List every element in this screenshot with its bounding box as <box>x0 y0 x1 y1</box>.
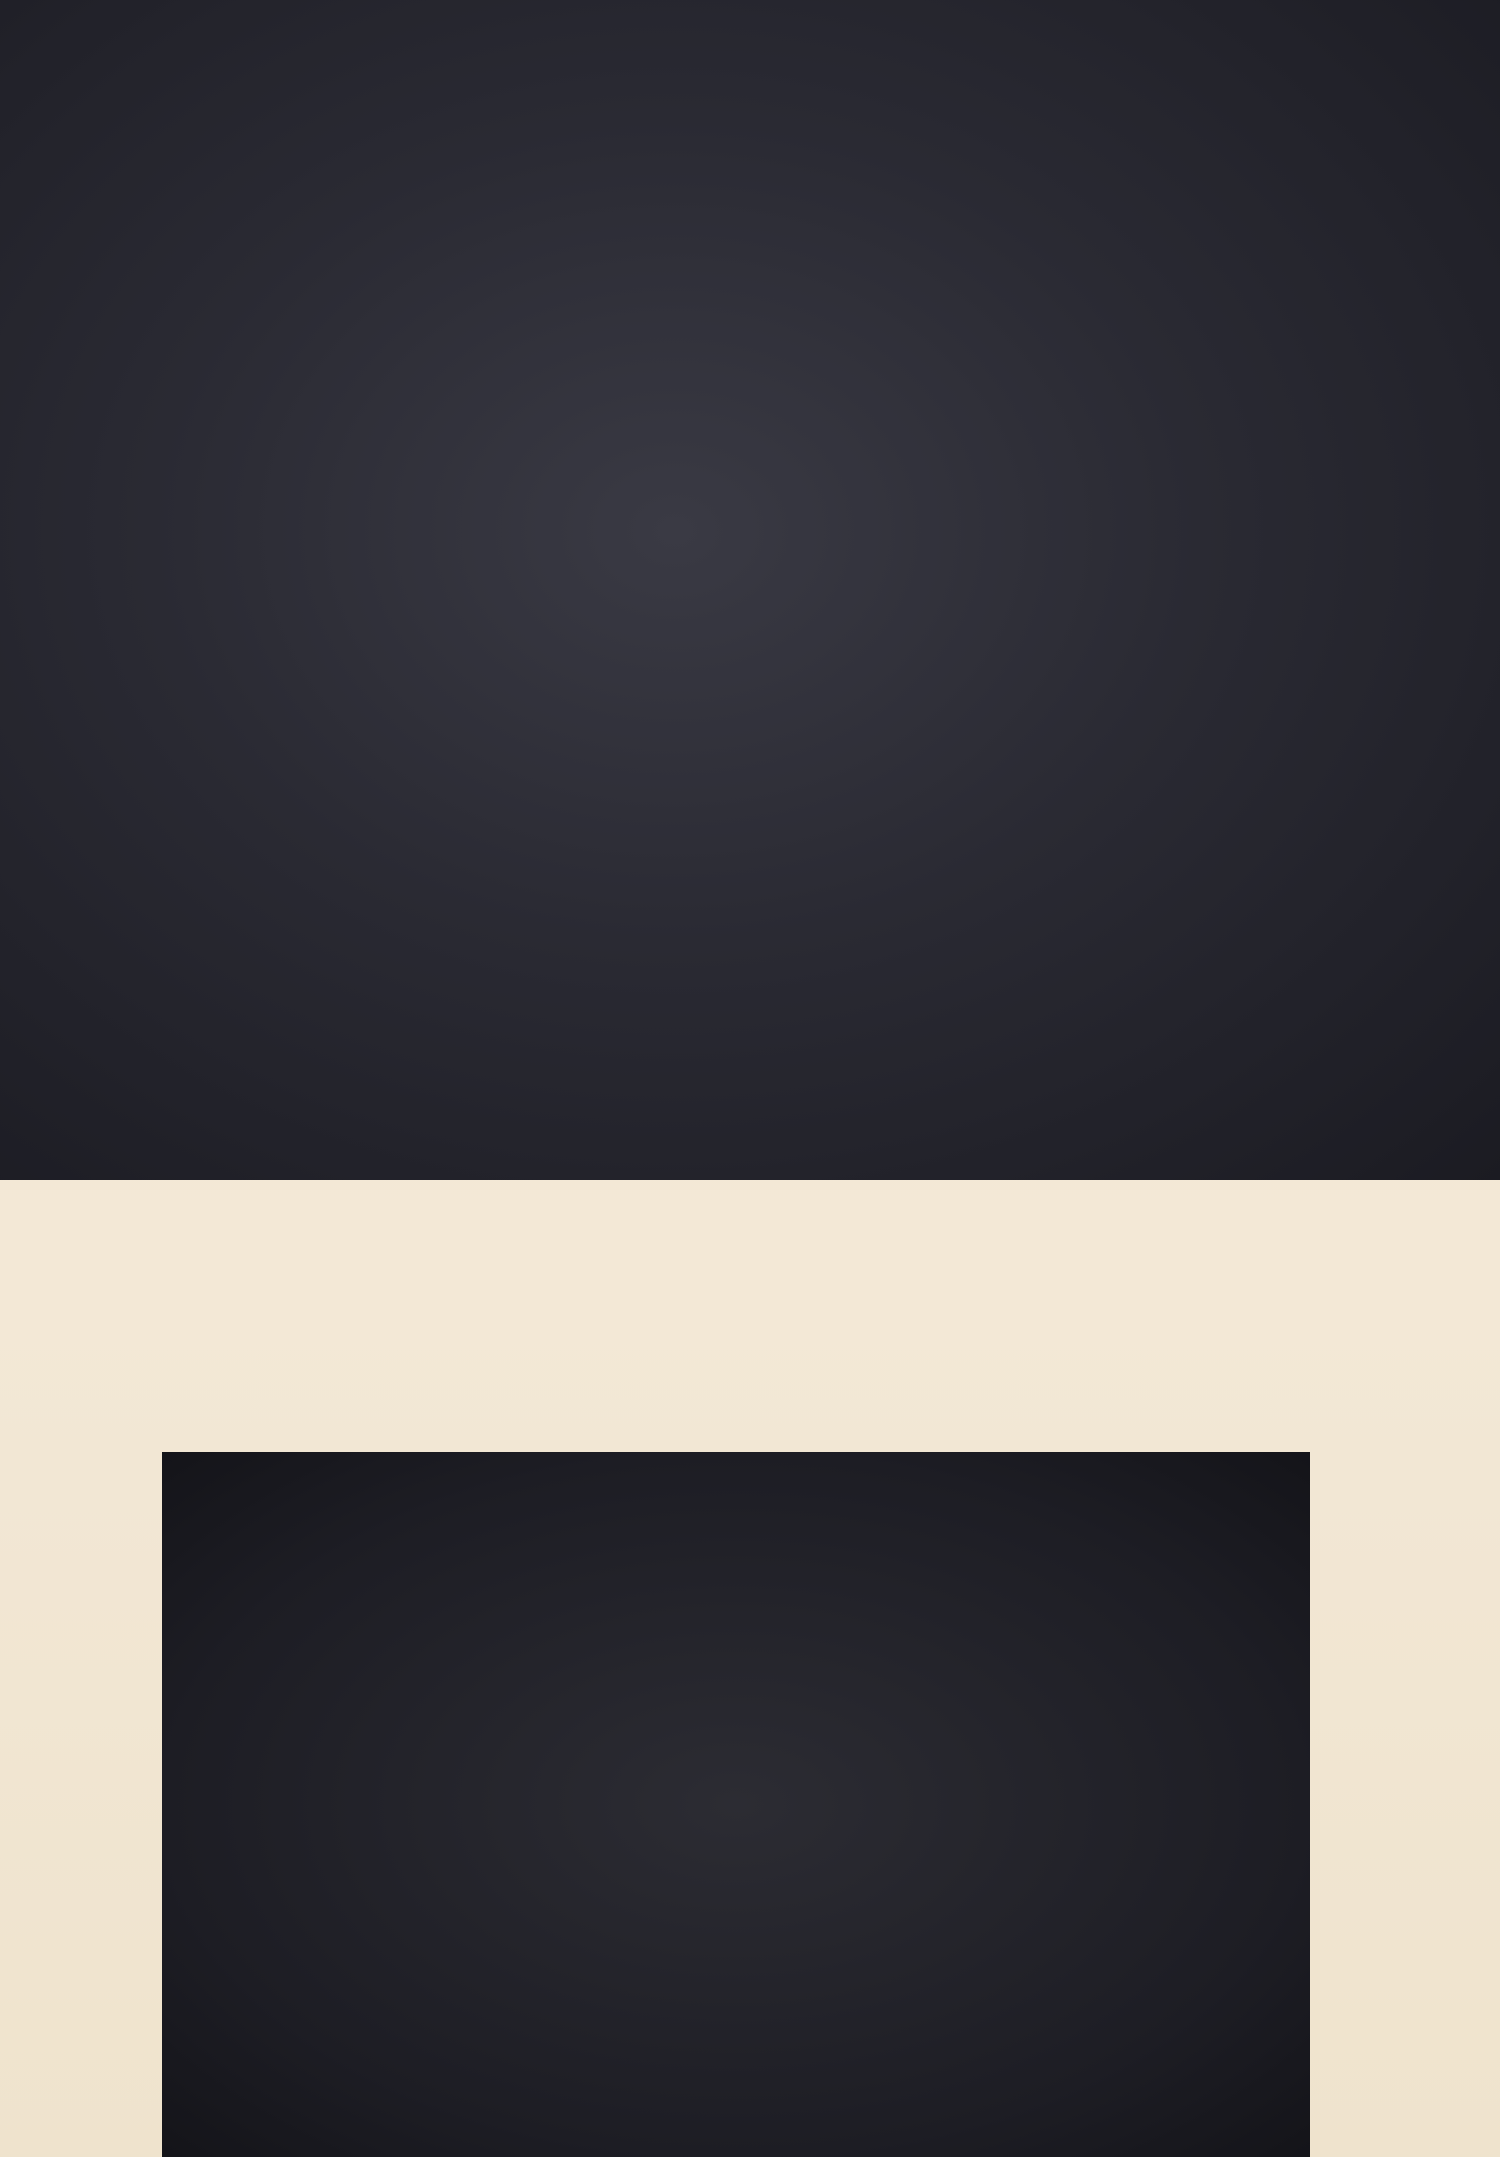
caption-abb-9 <box>170 1232 730 1237</box>
work-sample-illustration <box>162 1452 1310 2157</box>
caption-abb-10 <box>757 1232 1327 1237</box>
photo-work-sample <box>162 1452 1310 2157</box>
